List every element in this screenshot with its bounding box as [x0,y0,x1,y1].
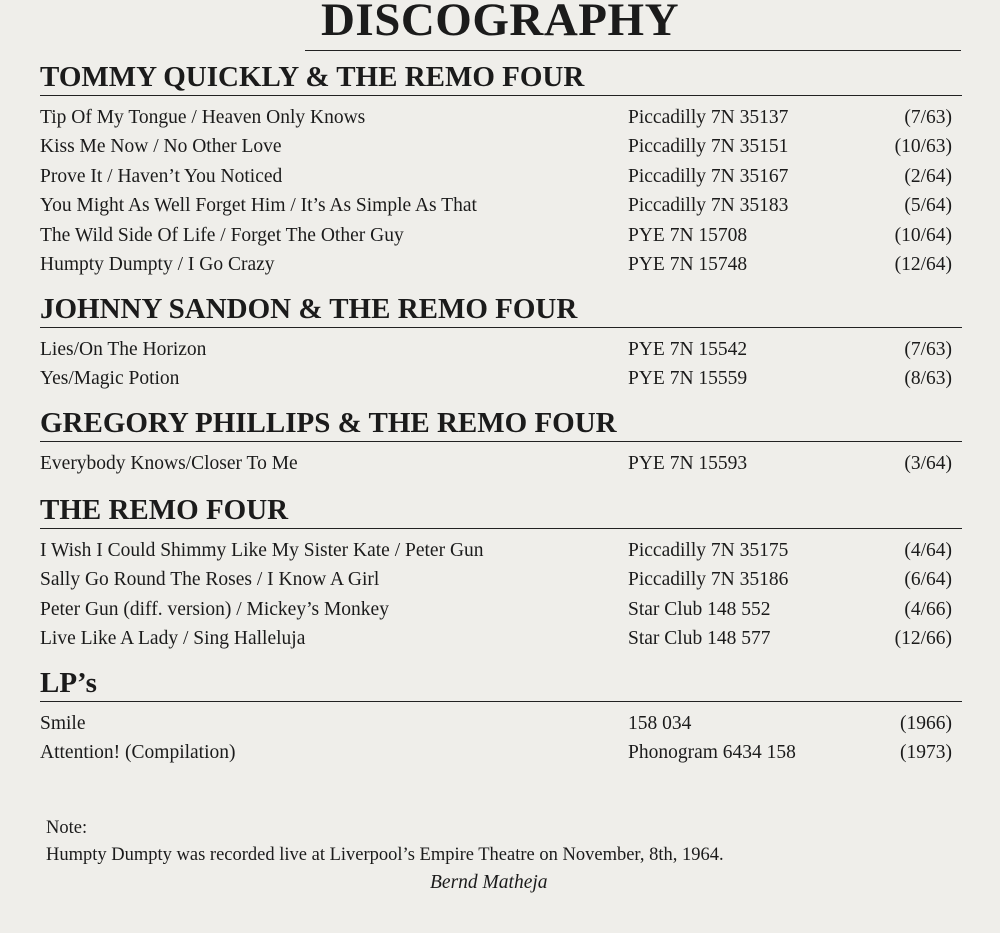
release-label: Piccadilly 7N 35175 [628,539,789,561]
release-date: (1966) [900,712,952,734]
release-label: 158 034 [628,712,692,734]
section-heading: GREGORY PHILLIPS & THE REMO FOUR [40,408,962,442]
release-date: (12/64) [894,254,952,276]
release-row [40,449,962,479]
section-heading: JOHNNY SANDON & THE REMO FOUR [40,294,962,328]
release-title: Everybody Knows/Closer To Me [40,452,298,474]
release-date: (10/63) [894,136,952,158]
release-date: (4/66) [904,598,952,620]
release-label: Piccadilly 7N 35137 [628,106,789,128]
release-date: (12/66) [894,628,952,650]
release-title: Humpty Dumpty / I Go Crazy [40,254,275,276]
release-title: Peter Gun (diff. version) / Mickey’s Monkey [40,598,389,620]
section-remo-four [40,495,962,654]
release-title: Sally Go Round The Roses / I Know A Girl [40,569,380,591]
release-date: (2/64) [904,165,952,187]
release-title: The Wild Side Of Life / Forget The Other Guy [40,224,404,246]
release-date: (6/64) [904,569,952,591]
release-label: Phonogram 6434 158 [628,742,796,764]
release-label: Piccadilly 7N 35186 [628,569,789,591]
section-heading: THE REMO FOUR [40,495,962,529]
section-gregory-phillips [40,408,962,478]
release-row [40,565,962,595]
section-heading: LP’s [40,668,962,702]
release-row [40,335,962,365]
release-row [40,738,962,768]
release-label: PYE 7N 15542 [628,338,748,360]
release-date: (3/64) [904,452,952,474]
release-row [40,250,962,280]
release-title: Live Like A Lady / Sing Halleluja [40,628,306,650]
release-row [40,624,962,654]
note-text: Humpty Dumpty was recorded live at Liverpool’s Empire Theatre on November, 8th, 1964. [46,845,724,865]
release-label: Piccadilly 7N 35167 [628,165,789,187]
release-label: PYE 7N 15593 [628,452,748,474]
release-row [40,191,962,221]
section-heading: TOMMY QUICKLY & THE REMO FOUR [40,62,962,96]
release-row [40,364,962,394]
release-label: Star Club 148 577 [628,628,771,650]
release-row [40,536,962,566]
release-title: You Might As Well Forget Him / It’s As Simple As That [40,195,477,217]
note-block [46,815,724,869]
release-title: I Wish I Could Shimmy Like My Sister Kate / Peter Gun [40,539,484,561]
release-row [40,132,962,162]
release-title: Kiss Me Now / No Other Love [40,136,282,158]
section-lps [40,668,962,768]
release-list [40,103,962,280]
author-signature: Bernd Matheja [430,872,548,893]
release-row [40,221,962,251]
release-date: (8/63) [904,368,952,390]
release-label: PYE 7N 15559 [628,368,748,390]
release-title: Tip Of My Tongue / Heaven Only Knows [40,106,366,128]
release-title: Smile [40,712,86,734]
release-label: PYE 7N 15708 [628,224,748,246]
release-row [40,103,962,133]
release-list [40,709,962,768]
release-title: Lies/On The Horizon [40,338,207,360]
release-date: (10/64) [894,224,952,246]
release-date: (7/63) [904,106,952,128]
page-title: DISCOGRAPHY [320,0,680,46]
release-row [40,595,962,625]
note-label: Note: [46,818,88,838]
release-label: PYE 7N 15748 [628,254,748,276]
release-date: (1973) [900,742,952,764]
release-list [40,335,962,394]
release-row [40,162,962,192]
release-row [40,709,962,739]
release-label: Star Club 148 552 [628,598,771,620]
release-date: (4/64) [904,539,952,561]
release-list [40,449,962,479]
release-label: Piccadilly 7N 35183 [628,195,789,217]
section-johnny-sandon [40,294,962,394]
release-list [40,536,962,654]
release-label: Piccadilly 7N 35151 [628,136,789,158]
release-date: (5/64) [904,195,952,217]
section-tommy-quickly [40,62,962,280]
release-title: Prove It / Haven’t You Noticed [40,165,283,187]
title-rule [305,50,961,51]
release-date: (7/63) [904,338,952,360]
release-title: Yes/Magic Potion [40,368,180,390]
release-title: Attention! (Compilation) [40,742,236,764]
